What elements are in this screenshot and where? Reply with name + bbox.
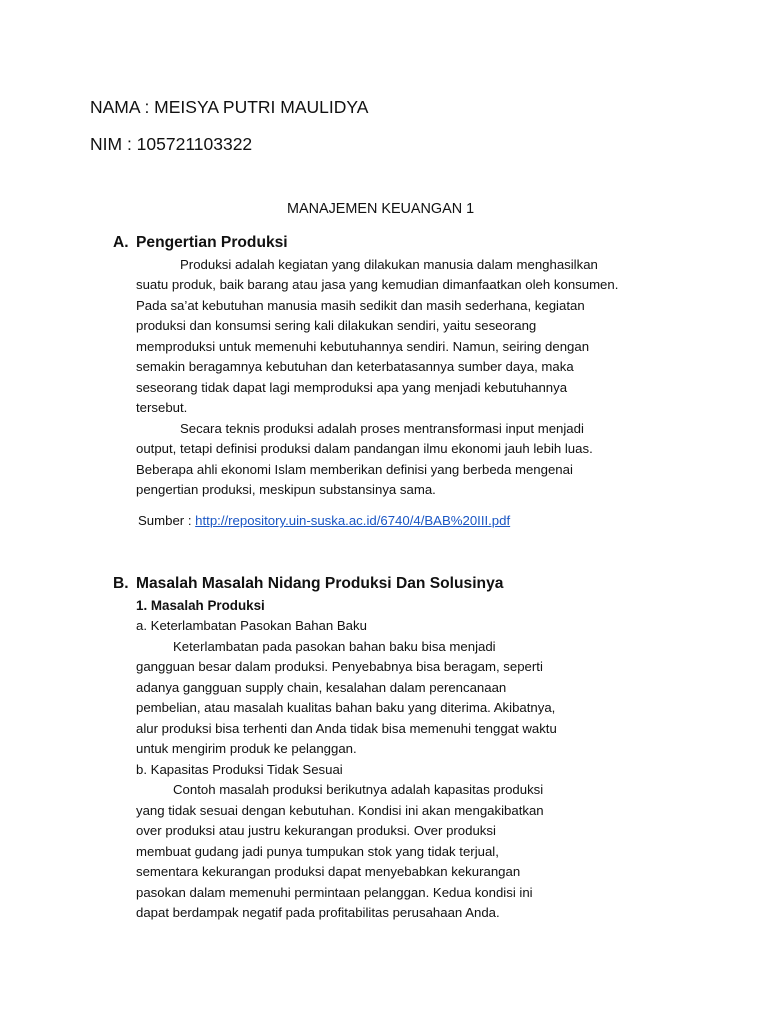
- subsection-heading: 1. Masalah Produksi: [136, 598, 265, 613]
- paragraph-line: pengertian produksi, meskipun substansinya sama.: [136, 482, 436, 497]
- section-a-marker: A.: [113, 234, 129, 251]
- paragraph-line: suatu produk, baik barang atau jasa yang kemudian dimanfaatkan oleh konsumen.: [136, 277, 619, 292]
- paragraph-line: Pada sa’at kebutuhan manusia masih sedikit dan masih sederhana, kegiatan: [136, 298, 585, 313]
- course-title: MANAJEMEN KEUANGAN 1: [287, 201, 475, 217]
- source-link[interactable]: http://repository.uin-suska.ac.id/6740/4/BAB%20III.pdf: [195, 513, 511, 528]
- paragraph-line: over produksi atau justru kekurangan produksi. Over produksi: [136, 823, 496, 838]
- paragraph-line: pasokan dalam memenuhi permintaan pelanggan. Kedua kondisi ini: [136, 885, 533, 900]
- student-nim: NIM : 105721103322: [90, 134, 253, 154]
- item-a-title: a. Keterlambatan Pasokan Bahan Baku: [136, 618, 367, 633]
- paragraph-line: dapat berdampak negatif pada profitabilitas perusahaan Anda.: [136, 905, 500, 920]
- paragraph-line: alur produksi bisa terhenti dan Anda tidak bisa memenuhi tenggat waktu: [136, 721, 557, 736]
- paragraph-line: Secara teknis produksi adalah proses mentransformasi input menjadi: [180, 421, 584, 436]
- paragraph-line: tersebut.: [136, 400, 188, 415]
- paragraph-line: Keterlambatan pada pasokan bahan baku bisa menjadi: [173, 639, 496, 654]
- source-label: Sumber :: [138, 513, 196, 528]
- paragraph-line: output, tetapi definisi produksi dalam pandangan ilmu ekonomi jauh lebih luas.: [136, 441, 593, 456]
- source-citation: [138, 512, 510, 530]
- paragraph-line: untuk mengirim produk ke pelanggan.: [136, 741, 357, 756]
- section-b-heading: Masalah Masalah Nidang Produksi Dan Solusinya: [136, 575, 504, 592]
- section-b-marker: B.: [113, 575, 129, 592]
- item-b-title: b. Kapasitas Produksi Tidak Sesuai: [136, 762, 343, 777]
- paragraph-line: gangguan besar dalam produksi. Penyebabnya bisa beragam, seperti: [136, 659, 543, 674]
- paragraph-line: seseorang tidak dapat lagi memproduksi apa yang menjadi kebutuhannya: [136, 380, 568, 395]
- paragraph-line: membuat gudang jadi punya tumpukan stok yang tidak terjual,: [136, 844, 499, 859]
- paragraph-line: pembelian, atau masalah kualitas bahan baku yang diterima. Akibatnya,: [136, 700, 556, 715]
- paragraph-line: yang tidak sesuai dengan kebutuhan. Kondisi ini akan mengakibatkan: [136, 803, 544, 818]
- paragraph-line: sementara kekurangan produksi dapat menyebabkan kekurangan: [136, 864, 521, 879]
- paragraph-line: semakin beragamnya kebutuhan dan keterbatasannya sumber daya, maka: [136, 359, 574, 374]
- paragraph-line: adanya gangguan supply chain, kesalahan dalam perencanaan: [136, 680, 507, 695]
- section-a-heading: Pengertian Produksi: [136, 234, 288, 251]
- paragraph-line: Contoh masalah produksi berikutnya adalah kapasitas produksi: [173, 782, 544, 797]
- paragraph-line: Produksi adalah kegiatan yang dilakukan manusia dalam menghasilkan: [180, 257, 598, 272]
- paragraph-line: produksi dan konsumsi sering kali dilakukan sendiri, yaitu seseorang: [136, 318, 537, 333]
- student-name: NAMA : MEISYA PUTRI MAULIDYA: [90, 97, 369, 117]
- paragraph-line: memproduksi untuk memenuhi kebutuhannya sendiri. Namun, seiring dengan: [136, 339, 590, 354]
- paragraph-line: Beberapa ahli ekonomi Islam memberikan definisi yang berbeda mengenai: [136, 462, 573, 477]
